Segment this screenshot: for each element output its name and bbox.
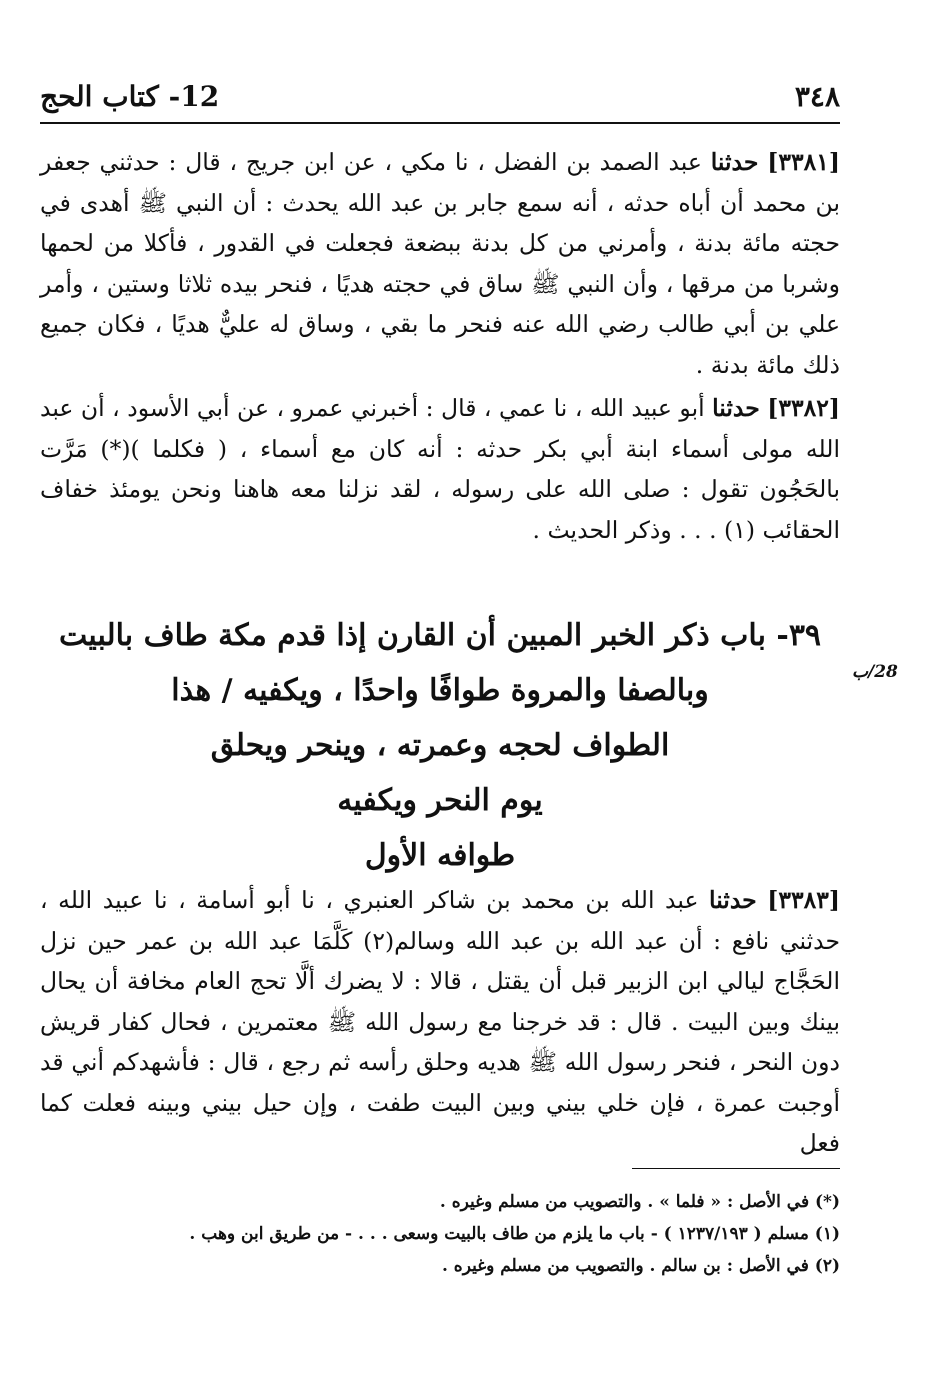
hadith-text: أبو عبيد الله ، نا عمي ، قال : أخبرني عمرو ، عن أبي الأسود ، أن عبد الله مولى أسماء ابنة أبي بكر حدثه : أنه كان مع أسماء ، ( فكلما )(*) مَرَّت بالحَجُون تقول : صلى الله على رسوله ، لقد نزلنا معه هاهنا ونحن يومئذ خفاف الحقائب (١) . . . وذكر الحديث . — [40, 394, 840, 544]
footnote: (*) في الأصل : « فلما » . والتصويب من مسلم وغيره . — [439, 1192, 840, 1212]
footnote: (٢) في الأصل : بن سالم . والتصويب من مسلم وغيره . — [441, 1256, 840, 1276]
page-number: ٣٤٨ — [794, 79, 840, 113]
hadith-keyword: حدثنا — [709, 886, 757, 914]
chapter-line: يوم النحر ويكفيه — [337, 783, 543, 818]
book-title: 12- كتاب الحج — [40, 79, 220, 113]
footnote: (١) مسلم ( ١٢٣٧/١٩٣ ) - باب ما يلزم من طاف بالبيت وسعى . . . - من طريق ابن وهب . — [189, 1224, 840, 1244]
hadith-3383 — [40, 880, 840, 1164]
hadith-block-top — [40, 142, 840, 553]
header-divider — [40, 122, 840, 124]
hadith-3381 — [40, 142, 840, 385]
chapter-heading — [40, 608, 840, 883]
chapter-line: طوافه الأول — [364, 838, 516, 873]
chapter-line: الطواف لحجه وعمرته ، وينحر ويحلق — [210, 728, 670, 763]
manuscript-folio-note: 28/ب — [852, 662, 898, 682]
hadith-keyword: حدثنا — [712, 394, 760, 422]
hadith-block-bottom — [40, 880, 840, 1167]
footnotes — [40, 1186, 840, 1282]
chapter-line: ٣٩- باب ذكر الخبر المبين أن القارن إذا قدم مكة طاف بالبيت — [58, 618, 822, 653]
footnote-divider — [632, 1168, 840, 1169]
hadith-3382 — [40, 388, 840, 550]
hadith-keyword: حدثنا — [710, 148, 759, 176]
hadith-number: [٣٣٨٣] — [767, 886, 840, 914]
page-header — [40, 74, 840, 118]
chapter-line: وبالصفا والمروة طوافًا واحدًا ، ويكفيه / هذا — [171, 673, 709, 708]
hadith-number: [٣٣٨٢] — [767, 394, 840, 422]
hadith-text: عبد الله بن محمد بن شاكر العنبري ، نا أبو أسامة ، نا عبيد الله ، حدثني نافع : أن عبد الله بن عبد الله وسالم(٢) كَلَّمَا عبد الله بن عمر حين نزل الحَجَّاج ليالي ابن الزبير قبل أن يقتل ، قالا : لا يضرك ألَّا تحج العام مخافة أن يحال بينك وبين البيت . قال : قد خرجنا مع رسول الله ﷺ معتمرين ، فحال كفار قريش دون النحر ، فنحر رسول الله ﷺ هديه وحلق رأسه ثم رجع ، قال : فأشهدكم أني قد أوجبت عمرة ، فإن خلي بيني وبين البيت طفت ، وإن حيل بيني وبينه فعلت كما فعل — [40, 886, 840, 1157]
hadith-text: عبد الصمد بن الفضل ، نا مكي ، عن ابن جريج ، قال : حدثني جعفر بن محمد أن أباه حدثه ، أنه سمع جابر بن عبد الله يحدث : أن النبي ﷺ أهدى في حجته مائة بدنة ، وأمرني من كل بدنة ببضعة فجعلت في القدور ، فأكلا من لحمها وشربا من مرقها ، وأن النبي ﷺ ساق في حجته هديًا ، فنحر بيده ثلاثا وستين ، وأمر علي بن أبي طالب رضي الله عنه فنحر ما بقي ، وساق له عليٌّ هديًا ، فكان جميع ذلك مائة بدنة . — [40, 148, 840, 379]
hadith-number: [٣٣٨١] — [767, 148, 840, 176]
